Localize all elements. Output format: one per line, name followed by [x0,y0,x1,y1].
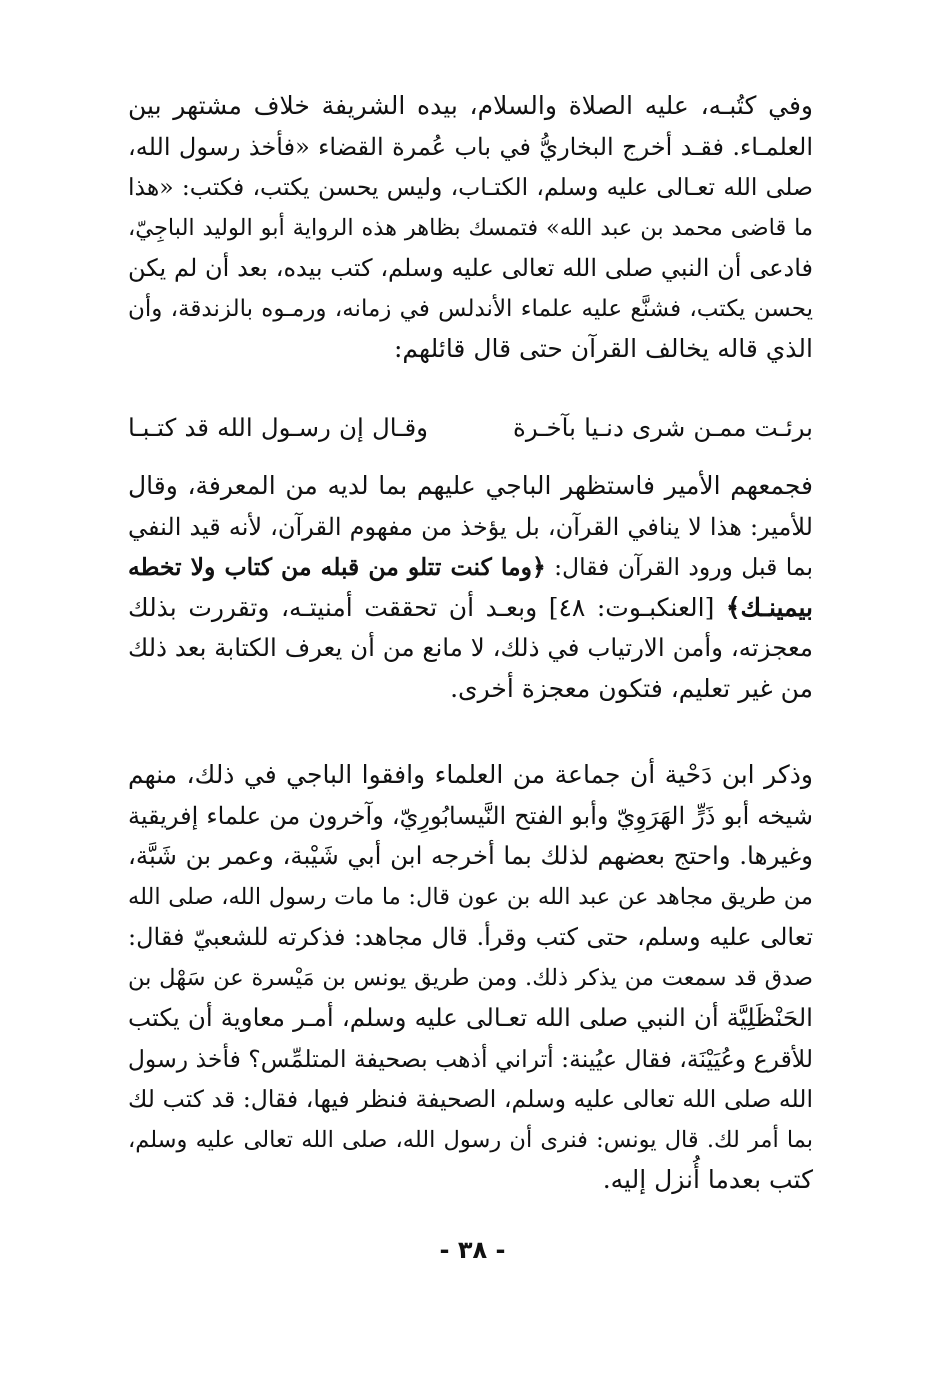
paragraph-2-text: [العنكبـوت: ٤٨] وبعـد أن تحققت أمنيتـه، وتقررت بذلك [128,592,726,622]
paragraph-2-line: من غير تعليم، فتكون معجزة أخرى. [450,673,813,703]
paragraph-3-line: الله صلى الله تعالى عليه وسلم، الصحيفة فنظر فيها، فقال: قد كتب لك [128,1085,813,1113]
paragraph-2 [128,466,813,709]
paragraph-2-line: معجزته، وأمن الارتياب في ذلك، لا مانع من أن يعرف الكتابة بعد ذلك [128,633,813,662]
paragraph-2-line: فجمعهم الأمير فاستظهر الباجي عليهم بما لديه من المعرفة، وقال [128,471,813,500]
paragraph-3-line: صدق قد سمعت من يذكر ذلك. ومن طريق يونس بن مَيْسرة عن سَهْل بن [128,964,813,991]
paragraph-1-line: العلمـاء. فقـد أخرج البخاريُّ في باب عُمرة القضاء «فأخذ رسول الله، [128,132,813,161]
quran-quote-end: بيمينـك﴾ [725,592,813,622]
poem-verse [128,408,813,452]
page-number: - ٣٨ - [439,1236,506,1264]
poem-second-hemistich: وقـال إن رسـول الله قد كتـبـا [128,413,428,442]
paragraph-3-line: كتب بعدما أُنزل إليه. [602,1165,813,1194]
paragraph-1-line: وفي كتُبـه، عليه الصلاة والسلام، بيده الشريفة خلاف مشتهر بين [128,91,813,120]
paragraph-3-line: وغيرها. واحتج بعضهم لذلك بما أخرجه ابن أبي شَيْبة، وعمر بن شَبَّة، [128,841,813,870]
paragraph-1-line: فادعى أن النبي صلى الله تعالى عليه وسلم، كتب بيده، بعد أن لم يكن [128,254,813,282]
paragraph-3-line: الحَنْظَلِيَّة أن النبي صلى الله تعـالى عليه وسلم، أمـر معاوية أن يكتب [128,1003,813,1032]
paragraph-3-line: من طريق مجاهد عن عبد الله بن عون قال: ما مات رسول الله، صلى الله [128,883,813,910]
paragraph-2-line [128,588,813,629]
quran-quote: ﴿وما كنت تتلو من قبله من كتاب ولا تخطه [128,553,546,581]
paragraph-3-line: شيخه أبو ذَرٍّ الهَرَوِيّ وأبو الفتح النَّيسابُورِيّ، وآخرون من علماء إفريقية [128,801,813,830]
paragraph-3-line: للأقرع وعُيَيْنَة، فقال عيُينة: أتراني أذهب بصحيفة المتلمِّس؟ فأخذ رسول [127,1044,813,1073]
paragraph-1 [128,86,813,370]
paragraph-3-line: بما أمر لك. قال يونس: فنرى أن رسول الله، صلى الله تعالى عليه وسلم، [128,1126,813,1153]
paragraph-2-line [128,547,813,588]
paragraph-3-line: وذكر ابن دَحْية أن جماعة من العلماء وافقوا الباجي في ذلك، منهم [128,760,813,789]
paragraph-3-line: تعالى عليه وسلم، حتى كتب وقرأ. قال مجاهد: فذكرته للشعبيّ فقال: [128,923,813,951]
paragraph-1-line: ما قاضى محمد بن عبد الله» فتمسك بظاهر هذه الرواية أبو الوليد الباجِيّ، [128,214,813,241]
paragraph-3 [128,755,813,1201]
paragraph-1-line: الذي قاله يخالف القرآن حتى قال قائلهم: [394,334,813,363]
paragraph-1-line: صلى الله تعـالى عليه وسلم، الكتـاب، وليس يحسن يكتب، فكتب: «هذا [128,173,813,201]
poem-first-hemistich: برئـت ممـن شرى دنـيا بآخـرة [513,413,813,442]
paragraph-1-line: يحسن يكتب، فشنَّع عليه علماء الأندلس في زمانه، ورمـوه بالزندقة، وأن [128,295,813,322]
paragraph-2-text: بما قبل ورود القرآن فقال: [545,553,814,581]
paragraph-2-line: للأمير: هذا لا ينافي القرآن، بل يؤخذ من مفهوم القرآن، لأنه قيد النفي [128,512,813,541]
